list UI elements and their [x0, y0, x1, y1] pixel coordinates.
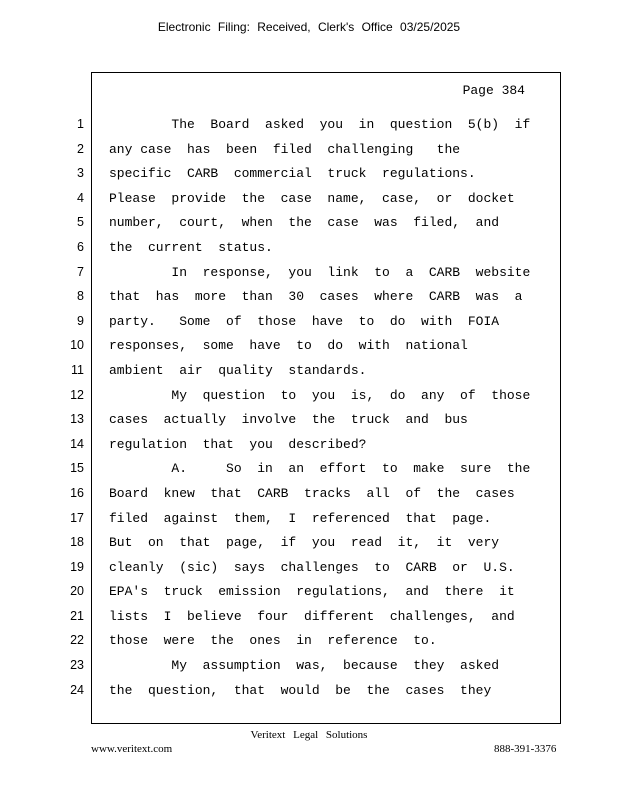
line-number: 3	[77, 166, 84, 181]
transcript-line: My question to you is, do any of those	[109, 387, 531, 403]
transcript-line: that has more than 30 cases where CARB was a	[109, 289, 523, 305]
transcript-line: EPA's truck emission regulations, and there it	[109, 584, 515, 600]
footer-phone: 888-391-3376	[494, 743, 557, 755]
transcript-line: party. Some of those have to do with FOIA	[109, 313, 500, 329]
footer-website: www.veritext.com	[91, 743, 173, 755]
page-number: Page 384	[462, 83, 525, 98]
transcript-line: any case has been filed challenging the	[109, 141, 461, 157]
line-number: 1	[77, 117, 84, 131]
line-number: 17	[70, 510, 84, 525]
electronic-filing-header: Electronic Filing: Received, Clerk's Office 03/25/2025	[157, 20, 461, 34]
transcript-line: number, court, when the case was filed, and	[109, 215, 500, 231]
transcript-body	[109, 113, 549, 703]
footer-company-name: Veritext Legal Solutions	[250, 729, 368, 741]
line-number: 21	[70, 608, 84, 623]
line-number: 9	[77, 313, 84, 328]
transcript-line: ambient air quality standards.	[109, 362, 367, 378]
line-numbers	[60, 112, 84, 702]
line-number: 7	[77, 264, 84, 279]
transcript-line: The Board asked you in question 5(b) if	[109, 117, 531, 132]
transcript-line: Board knew that CARB tracks all of the cases	[109, 485, 515, 501]
transcript-line: But on that page, if you read it, it very	[109, 535, 500, 551]
transcript-line: cases actually involve the truck and bus	[109, 412, 468, 428]
transcript-line: lists I believe four different challenges, and	[109, 608, 515, 624]
transcript-line: the question, that would be the cases they	[109, 682, 492, 698]
transcript-line: regulation that you described?	[109, 436, 367, 452]
line-number: 16	[70, 485, 84, 500]
line-number: 18	[70, 535, 84, 550]
transcript-line: A. So in an effort to make sure the	[109, 461, 531, 477]
line-number: 14	[70, 436, 84, 451]
transcript-line: cleanly (sic) says challenges to CARB or U.S.	[109, 559, 515, 575]
line-number: 13	[70, 412, 84, 427]
line-number: 6	[77, 239, 84, 254]
line-number: 12	[70, 387, 84, 402]
line-number: 2	[77, 141, 84, 156]
line-number: 11	[71, 362, 84, 377]
transcript-line: Please provide the case name, case, or docket	[109, 190, 515, 206]
line-number: 20	[70, 584, 84, 599]
line-number: 10	[70, 338, 84, 353]
line-number: 19	[70, 559, 84, 574]
transcript-line: In response, you link to a CARB website	[109, 264, 531, 280]
transcript-line: specific CARB commercial truck regulations.	[109, 166, 476, 182]
line-number: 23	[70, 658, 84, 673]
transcript-line: My assumption was, because they asked	[109, 658, 500, 674]
line-number: 22	[70, 633, 84, 648]
transcript-line: responses, some have to do with national	[109, 338, 468, 354]
line-number: 8	[77, 289, 84, 304]
transcript-page-frame	[91, 72, 561, 724]
transcript-line: filed against them, I referenced that page.	[109, 510, 492, 526]
transcript-line: those were the ones in reference to.	[109, 633, 437, 649]
line-number: 15	[70, 461, 84, 476]
line-number: 5	[77, 215, 84, 230]
line-number: 24	[70, 682, 84, 697]
transcript-line: the current status.	[109, 239, 273, 255]
line-number: 4	[77, 190, 84, 205]
